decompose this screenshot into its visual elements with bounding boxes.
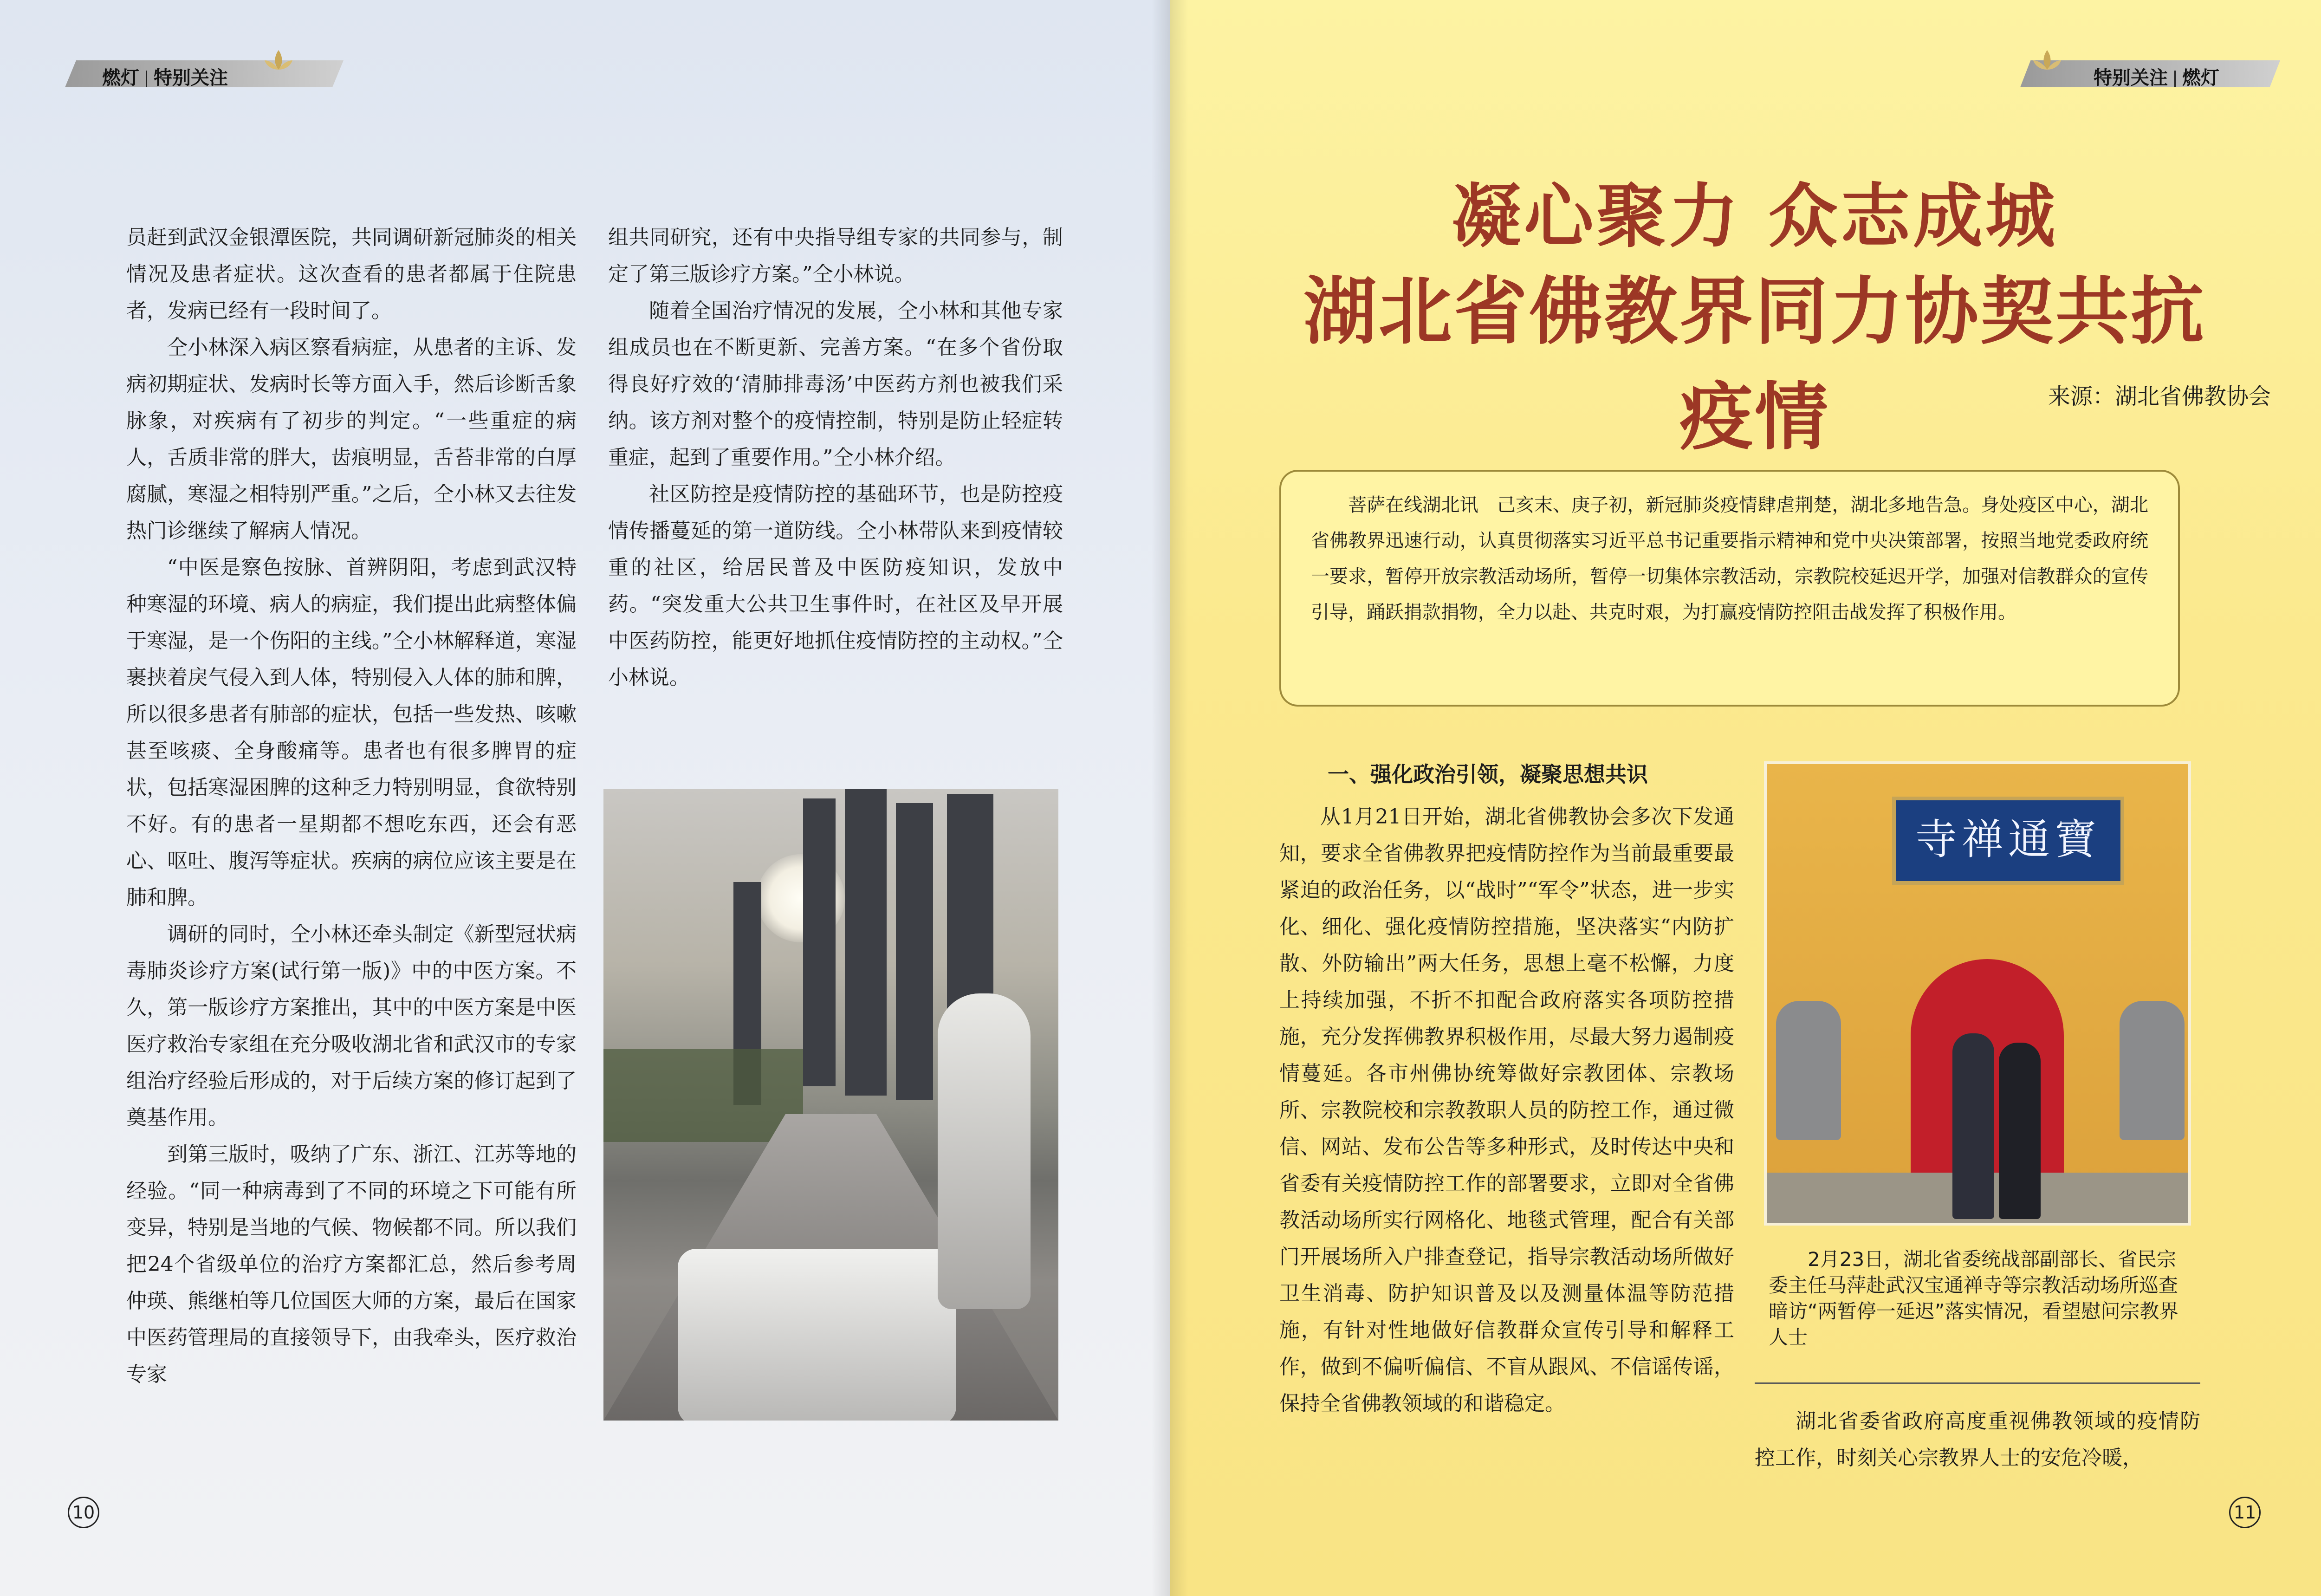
page-number: 10 bbox=[68, 1497, 99, 1528]
page-gutter-shadow bbox=[1151, 0, 1188, 1596]
person bbox=[1999, 1043, 2041, 1219]
paragraph: 仝小林深入病区察看病症，从患者的主诉、发病初期症状、发病时长等方面入手，然后诊断舌象脉象，对疾病有了初步的判定。“一些重症的病人，舌质非常的胖大，齿痕明显，舌苔非常的白厚腐腻，寒湿之相特别严重。”之后，仝小林又去往发热门诊继续了解病人情况。 bbox=[126, 336, 577, 543]
paragraph: 员赶到武汉金银潭医院，共同调研新冠肺炎的相关情况及患者症状。这次查看的患者都属于住院患者，发病已经有一段时间了。 bbox=[126, 226, 577, 323]
page-number: 11 bbox=[2229, 1497, 2261, 1528]
paragraph: “中医是察色按脉、首辨阴阳，考虑到武汉特种寒湿的环境、病人的病症，我们提出此病整体偏于寒湿，是一个伤阳的主线。”仝小林解释道，寒湿裹挟着戾气侵入到人体，特别侵入人体的肺和脾，所以很多患者有肺部的症状，包括一些发热、咳嗽甚至咳痰、全身酸痛等。患者也有很多脾胃的症状，包括寒湿困脾的这种乏力特别明显，食欲特别不好。有的患者一星期都不想吃东西，还会有恶心、呕吐、腹泻等症状。疾病的病位应该主要是在肺和脾。 bbox=[126, 556, 577, 909]
stone-lion bbox=[2120, 1001, 2185, 1140]
article-title-line-1: 凝心聚力 众志成城 bbox=[1451, 175, 2058, 257]
caption-divider bbox=[1755, 1382, 2200, 1384]
medical-worker bbox=[938, 993, 1031, 1309]
header-label-special: 特别关注 bbox=[2094, 67, 2168, 89]
building bbox=[896, 803, 933, 1100]
article-source: 来源：湖北省佛教协会 bbox=[2048, 383, 2271, 409]
paragraph: 组共同研究，还有中央指导组专家的共同参与，制定了第三版诊疗方案。”仝小林说。 bbox=[608, 226, 1063, 286]
header-label-special: 特别关注 bbox=[154, 67, 228, 89]
lotus-icon bbox=[2029, 46, 2066, 74]
right-header-text bbox=[2094, 63, 2219, 90]
tree-line bbox=[603, 1049, 803, 1142]
header-label-randeng: 燃灯 bbox=[102, 67, 139, 89]
hospital-bed bbox=[678, 1249, 956, 1421]
stone-lion bbox=[1776, 1001, 1841, 1140]
right-column-1 bbox=[1279, 798, 1734, 1422]
paragraph: 湖北省委省政府高度重视佛教领域的疫情防控工作，时刻关心宗教界人士的安危冷暖， bbox=[1755, 1409, 2200, 1470]
temple-photo bbox=[1764, 761, 2191, 1226]
summary-box bbox=[1279, 470, 2180, 707]
left-column-1 bbox=[126, 219, 577, 1393]
person bbox=[1952, 1033, 1994, 1219]
paragraph: 社区防控是疫情防控的基础环节，也是防控疫情传播蔓延的第一道防线。仝小林带队来到疫情较重的社区，给居民普及中医防疫知识，发放中药。“突发重大公共卫生事件时，在社区及早开展中医药防控，能更好地抓住疫情防控的主动权。”仝小林说。 bbox=[608, 482, 1063, 689]
paragraph: 到第三版时，吸纳了广东、浙江、江苏等地的经验。“同一种病毒到了不同的环境之下可能有所变异，特别是当地的气候、物候都不同。所以我们把24个省级单位的治疗方案都汇总，然后参考周仲瑛、熊继柏等几位国医大师的方案，最后在国家中医药管理局的直接领导下，由我牵头，医疗救治专家 bbox=[126, 1142, 577, 1386]
hospital-photo bbox=[603, 789, 1058, 1421]
paragraph: 从1月21日开始，湖北省佛教协会多次下发通知，要求全省佛教界把疫情防控作为当前最重要最紧迫的政治任务，以“战时”“军令”状态，进一步实化、细化、强化疫情防控措施，坚决落实“内防扩散、外防输出”两大任务，思想上毫不松懈，力度上持续加强，不折不扣配合政府落实各项防控措施，充分发挥佛教界积极作用，尽最大努力遏制疫情蔓延。各市州佛协统筹做好宗教团体、宗教场所、宗教院校和宗教教职人员的防控工作，通过微信、网站、发布公告等多种形式，及时传达中央和省委有关疫情防控工作的部署要求，立即对全省佛教活动场所实行网格化、地毯式管理，配合有关部门开展场所入户排查登记，指导宗教活动场所做好卫生消毒、防护知识普及以及测量体温等防范措施，有针对性地做好信教群众宣传引导和解释工作，做到不偏听偏信、不盲从跟风、不信谣传谣，保持全省佛教领域的和谐稳定。 bbox=[1279, 805, 1734, 1415]
lotus-icon bbox=[260, 46, 297, 74]
left-header-text bbox=[102, 63, 228, 90]
temple-plaque: 寺禅通寶 bbox=[1892, 797, 2124, 885]
article-title-line-2: 湖北省佛教界同力协契共抗疫情 bbox=[1303, 269, 2206, 460]
paragraph: 随着全国治疗情况的发展，仝小林和其他专家组成员也在不断更新、完善方案。“在多个省份取得良好疗效的‘清肺排毒汤’中医药方剂也被我们采纳。该方剂对整个的疫情控制，特别是防止轻症转重症，起到了重要作用。”仝小林介绍。 bbox=[608, 299, 1063, 469]
photo-caption: 2月23日，湖北省委统战部副部长、省民宗委主任马萍赴武汉宝通禅寺等宗教活动场所巡查暗访“两暂停一延迟”落实情况，看望慰问宗教界人士 bbox=[1769, 1248, 2179, 1349]
paragraph: 调研的同时，仝小林还牵头制定《新型冠状病毒肺炎诊疗方案(试行第一版)》中的中医方案。不久，第一版诊疗方案推出，其中的中医方案是中医医疗救治专家组在充分吸收湖北省和武汉市的专家组治疗经验后形成的，对于后续方案的修订起到了奠基作用。 bbox=[126, 922, 577, 1129]
section-heading: 一、强化政治引领，凝聚思想共识 bbox=[1328, 762, 1648, 787]
summary-text: 菩萨在线湖北讯 己亥末、庚子初，新冠肺炎疫情肆虐荆楚，湖北多地告急。身处疫区中心，湖北省佛教界迅速行动，认真贯彻落实习近平总书记重要指示精神和党中央决策部署，按照当地党委政府统一要求，暂停开放宗教活动场所，暂停一切集体宗教活动，宗教院校延迟开学，加强对信教群众的宣传引导，踊跃捐款捐物，全力以赴、共克时艰，为打赢疫情防控阻击战发挥了积极作用。 bbox=[1311, 494, 2148, 623]
right-column-2 bbox=[1755, 1403, 2200, 1476]
building bbox=[803, 798, 836, 1086]
header-label-randeng: 燃灯 bbox=[2182, 67, 2219, 89]
left-column-2 bbox=[608, 219, 1063, 696]
building bbox=[845, 789, 887, 1096]
